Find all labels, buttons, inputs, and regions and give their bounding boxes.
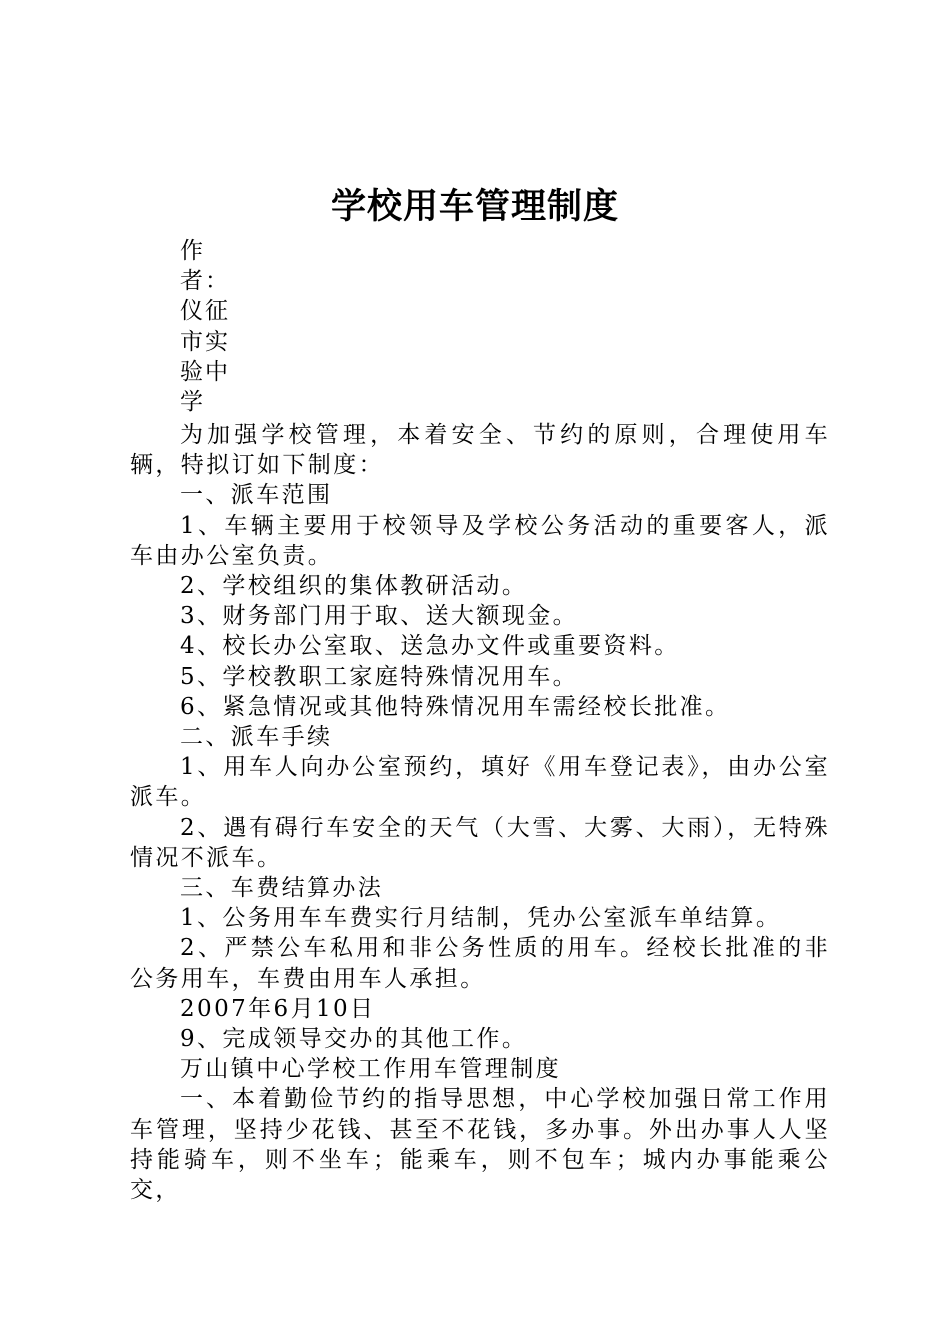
author-block	[180, 236, 240, 417]
list-item: 1、公务用车车费实行月结制，凭办公室派车单结算。	[180, 905, 782, 932]
list-item: 3、财务部门用于取、送大额现金。	[180, 603, 579, 630]
document-body	[130, 420, 830, 1205]
body-paragraph: 一、本着勤俭节约的指导思想，中心学校加强日常工作用车管理，坚持少花钱、甚至不花钱，多办事。外出办事人人坚持能骑车，则不坐车；能乘车，则不包车；城内办事能乘公交，	[130, 1086, 830, 1204]
section-title: 万山镇中心学校工作用车管理制度	[180, 1056, 561, 1083]
author-line: 市实	[180, 328, 230, 355]
author-line: 学	[180, 389, 205, 416]
author-line: 者：	[180, 268, 230, 295]
list-item: 5、学校教职工家庭特殊情况用车。	[180, 663, 579, 690]
intro-paragraph: 为加强学校管理，本着安全、节约的原则，合理使用车辆，特拟订如下制度：	[130, 422, 830, 479]
section-heading: 二、派车手续	[180, 724, 333, 751]
list-item: 6、紧急情况或其他特殊情况用车需经校长批准。	[180, 693, 731, 720]
author-line: 验中	[180, 358, 230, 385]
author-line: 作	[180, 238, 205, 264]
list-item: 2、学校组织的集体教研活动。	[180, 573, 528, 600]
list-item: 1、用车人向办公室预约，填好《用车登记表》，由办公室派车。	[130, 754, 830, 811]
list-item: 1、车辆主要用于校领导及学校公务活动的重要客人，派车由办公室负责。	[130, 512, 830, 569]
document-date: 2007年6月10日	[180, 995, 376, 1022]
author-line: 仪征	[180, 298, 230, 325]
list-item: 2、遇有碍行车安全的天气（大雪、大雾、大雨），无特殊情况不派车。	[130, 814, 830, 871]
list-item: 4、校长办公室取、送急办文件或重要资料。	[180, 633, 680, 660]
section-heading: 三、车费结算办法	[180, 875, 384, 902]
list-item: 2、严禁公车私用和非公务性质的用车。经校长批准的非公务用车，车费由用车人承担。	[130, 935, 830, 992]
section-heading: 一、派车范围	[180, 482, 333, 509]
document-title: 学校用车管理制度	[330, 186, 619, 227]
list-item: 9、完成领导交办的其他工作。	[180, 1026, 528, 1053]
